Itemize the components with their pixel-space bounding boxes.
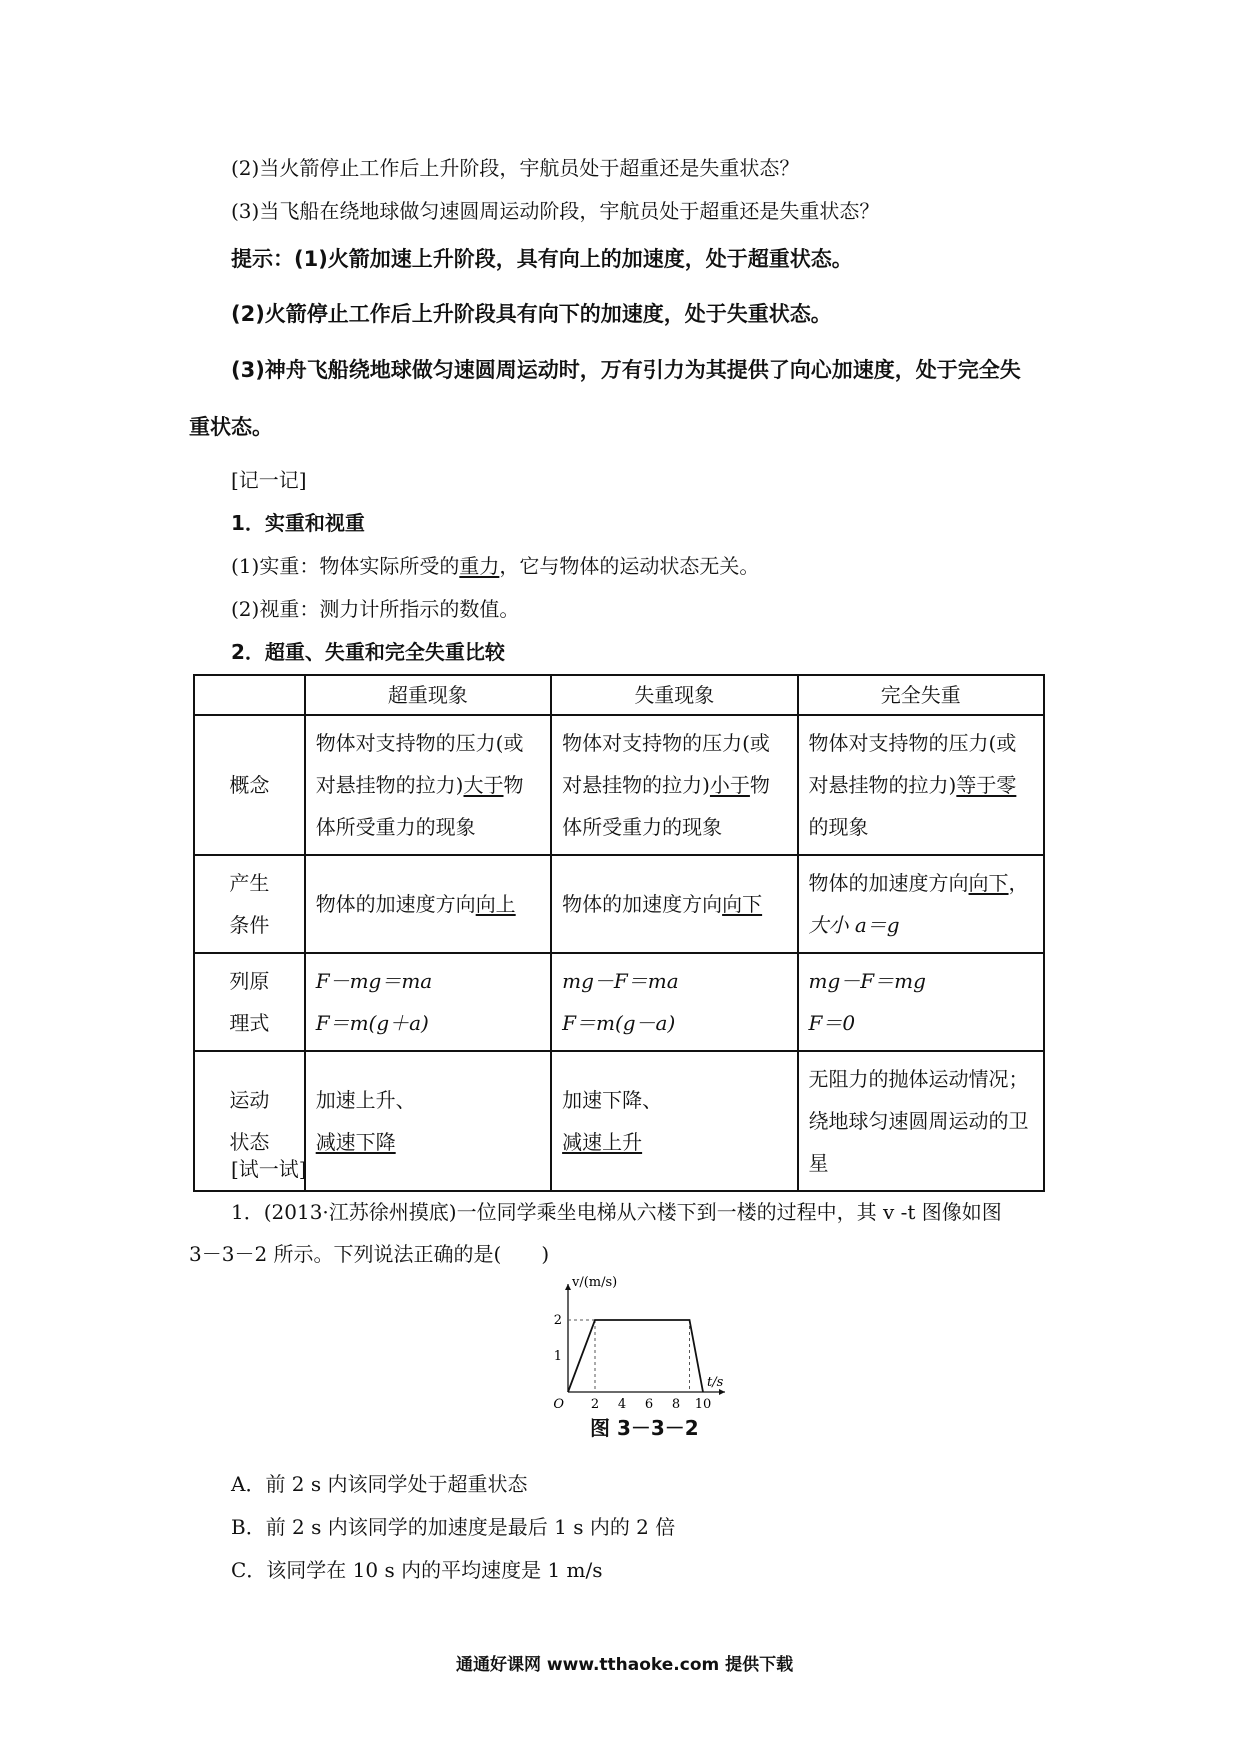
hint-3-line2: 重状态。 [189,415,273,439]
origin-label: O [553,1397,564,1412]
item-1a-underlined: 重力 [459,554,500,578]
item-1a-post: ，它与物体的运动状态无关。 [499,554,760,578]
cell-motion-complete: 无阻力的抛体运动情况；绕地球匀速圆周运动的卫星 [798,1051,1044,1191]
exercise-1-line2: 3－3－2 所示。下列说法正确的是( ) [189,1242,550,1266]
x-tick-label: 8 [671,1397,681,1412]
cell-motion-overweight: 加速上升、 减速下降 [305,1051,551,1191]
vt-graph-figure [540,1272,770,1432]
cell-equation-complete: mg－F＝mg F＝0 [798,953,1044,1051]
remember-heading: [记一记] [231,468,307,492]
row-label-condition: 产生 条件 [194,855,305,953]
header-complete-weightless: 完全失重 [798,675,1044,715]
hint-3-line1: (3)神舟飞船绕地球做匀速圆周运动时，万有引力为其提供了向心加速度，处于完全失 [231,358,1021,382]
item-1-heading: 1．实重和视重 [231,511,365,535]
row-label-motion: 运动 状态 [194,1051,305,1191]
x-tick-label: 6 [644,1397,654,1412]
figure-caption: 图 3－3－2 [590,1416,699,1440]
y-axis-arrow [565,1284,571,1290]
hint-1: 提示：(1)火箭加速上升阶段，具有向上的加速度，处于超重状态。 [231,247,853,271]
item-1a [231,550,759,579]
item-1b: (2)视重：测力计所指示的数值。 [231,597,520,621]
cell-condition-complete: 物体的加速度方向向下， 大小 a＝g [798,855,1044,953]
y-tick-label: 2 [553,1313,562,1328]
item-2-heading: 2．超重、失重和完全失重比较 [231,640,505,664]
y-axis-label: v/(m/s) [572,1275,618,1290]
y-tick-label: 1 [553,1349,562,1364]
cell-equation-overweight: F－mg＝ma F＝m(g＋a) [305,953,551,1051]
row-label-equation: 列原 理式 [194,953,305,1051]
x-tick-label: 2 [590,1397,600,1412]
row-label-concept: 概念 [194,715,305,855]
option-b: B．前 2 s 内该同学的加速度是最后 1 s 内的 2 倍 [231,1515,676,1539]
cell-concept-weightloss: 物体对支持物的压力(或对悬挂物的拉力)小于物体所受重力的现象 [551,715,797,855]
header-weightloss: 失重现象 [551,675,797,715]
cell-condition-weightloss: 物体的加速度方向向下 [551,855,797,953]
cell-equation-weightloss: mg－F＝ma F＝m(g－a) [551,953,797,1051]
table-header-row [194,675,1044,715]
x-tick-label: 4 [617,1397,627,1412]
question-3: (3)当飞船在绕地球做匀速圆周运动阶段，宇航员处于超重还是失重状态？ [231,199,880,223]
option-c: C．该同学在 10 s 内的平均速度是 1 m/s [231,1558,603,1582]
header-overweight: 超重现象 [305,675,551,715]
table-corner-cell [194,675,305,715]
x-axis-label: t/s [707,1375,724,1390]
table-row [194,1051,1044,1191]
vt-graph [540,1272,770,1432]
footer-watermark: 通通好课网 www.tthaoke.com 提供下载 [456,1655,794,1675]
table-row [194,715,1044,855]
option-a: A．前 2 s 内该同学处于超重状态 [231,1472,528,1496]
cell-concept-overweight: 物体对支持物的压力(或对悬挂物的拉力)大于物体所受重力的现象 [305,715,551,855]
series-line [568,1320,703,1392]
table-row [194,855,1044,953]
cell-motion-weightloss: 加速下降、 减速上升 [551,1051,797,1191]
hint-2: (2)火箭停止工作后上升阶段具有向下的加速度，处于失重状态。 [231,302,832,326]
item-1a-pre: (1)实重：物体实际所受的 [231,554,460,578]
cell-concept-complete: 物体对支持物的压力(或对悬挂物的拉力)等于零的现象 [798,715,1044,855]
table-row [194,953,1044,1051]
try-heading: [试一试] [231,1157,307,1181]
exercise-1-line1: 1．(2013·江苏徐州摸底)一位同学乘坐电梯从六楼下到一楼的过程中，其 v -t 图像如图 [231,1200,1002,1224]
comparison-table [193,674,1045,1192]
x-tick-label: 10 [694,1397,712,1412]
question-2: (2)当火箭停止工作后上升阶段，宇航员处于超重还是失重状态？ [231,156,800,180]
cell-condition-overweight: 物体的加速度方向向上 [305,855,551,953]
